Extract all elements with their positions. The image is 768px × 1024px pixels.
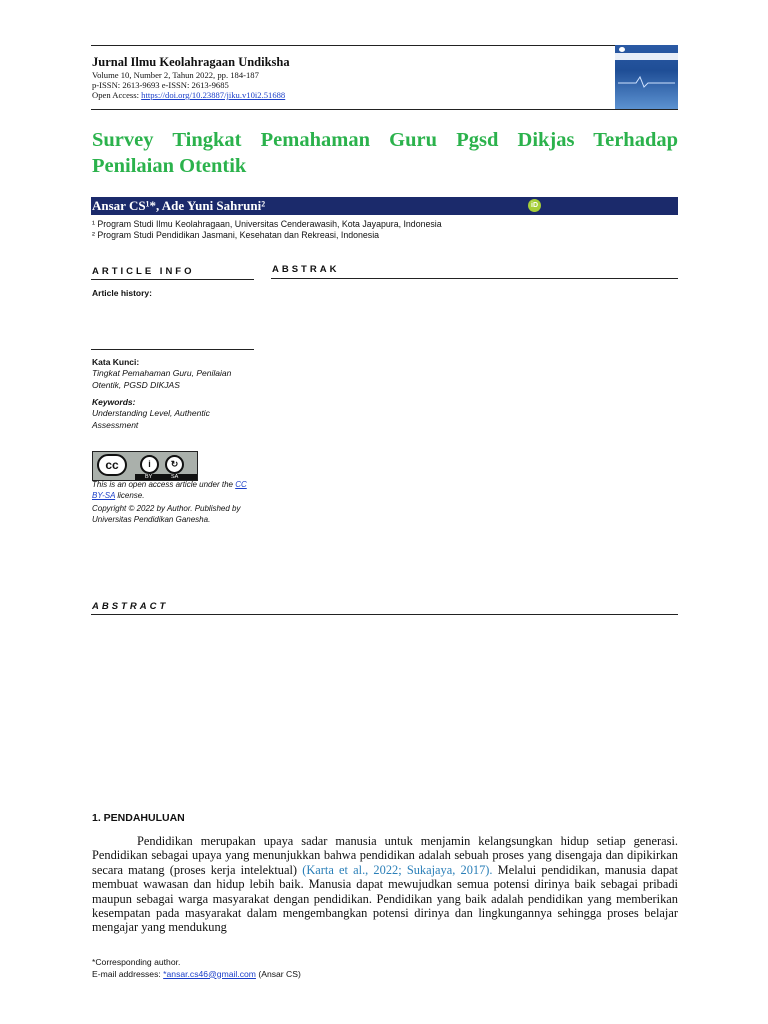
by-label: BY (145, 474, 153, 480)
keywords-divider (91, 349, 254, 350)
abstrak-rule (271, 278, 678, 279)
issn-line: p-ISSN: 2613-9693 e-ISSN: 2613-9685 (92, 80, 229, 90)
footnote (92, 957, 301, 980)
email-line (92, 969, 301, 981)
corresponding-author-note: *Corresponding author. (92, 957, 181, 967)
cc-icon: cc (97, 454, 127, 476)
article-history-label: Article history: (92, 288, 152, 298)
author-list: Ansar CS¹*, Ade Yuni Sahruni² (92, 198, 266, 213)
license-text (92, 479, 257, 501)
section-heading-introduction: 1. PENDAHULUAN (92, 812, 185, 824)
intro-text-1: Pendidikan merupakan upaya sadar manusia untuk menjamin kelangsungkan hidup setiap generasi. Pendidikan sebagai upaya yang menunjukkan bahwa pendidikan adalah sebuah proses yang disengaja dan dipikirkan secara matang (proses kerja intelektual) (92, 834, 678, 877)
affiliation-2: ² Program Studi Pendidikan Jasmani, Kesehatan dan Rekreasi, Indonesia (92, 230, 380, 240)
article-info-rule (91, 279, 254, 280)
email-label: E-mail addresses: (92, 968, 164, 979)
introduction-body (92, 834, 678, 935)
attribution-icon: i (140, 455, 159, 474)
doi-link[interactable]: https://doi.org/10.23887/jiku.v10i2.51688 (141, 90, 286, 100)
cover-logo-icon (619, 47, 625, 52)
journal-cover-image (615, 45, 678, 109)
license-link[interactable]: CC BY-SA (92, 480, 247, 500)
header-top-rule (91, 45, 678, 46)
keywords-text: Understanding Level, Authentic Assessment (92, 408, 210, 430)
introduction-paragraph (92, 834, 678, 935)
journal-title: Jurnal Ilmu Keolahragaan Undiksha (92, 55, 290, 69)
abstract-rule (91, 614, 678, 615)
kata-kunci-label: Kata Kunci: (92, 357, 140, 367)
kata-kunci-text: Tingkat Pemahaman Guru, Penilaian Otentik, PGSD DIKJAS (92, 368, 232, 390)
license-prefix: This is an open access article under the (92, 480, 236, 489)
license-suffix: license. (115, 491, 145, 500)
intro-text-2: Melalui pendidikan, manusia dapat membuat wawasan dan hidup lebih baik. Manusia dapat mewujudkan semua potensi dirinya baik sebagai pribadi maupun sebagai warga masyarakat dengan pendidikan. Pendidikan yang baik adalah pendidikan yang memberikan kesempatan pada masyarakat dalam mengembangkan potensi dirinya dan lingkungannya sehingga proses belajar mengajar yang mendukung (92, 862, 678, 935)
share-alike-icon: ↻ (165, 455, 184, 474)
open-access-label: Open Access: (92, 90, 142, 100)
email-suffix: (Ansar CS) (255, 968, 301, 979)
cc-by-sa-badge[interactable] (92, 451, 198, 481)
abstract-heading: ABSTRACT (92, 601, 169, 612)
header-bottom-rule (91, 109, 678, 110)
citation-link[interactable]: (Karta et al., 2022; Sukajaya, 2017). (302, 862, 493, 877)
cover-band (615, 53, 678, 60)
orcid-icon[interactable]: iD (528, 199, 541, 212)
abstrak-heading: ABSTRAK (272, 264, 340, 275)
affiliation-1: ¹ Program Studi Ilmu Keolahragaan, Universitas Cenderawasih, Kota Jayapura, Indonesia (92, 219, 442, 229)
heartbeat-line-icon (618, 75, 675, 89)
keywords-label: Keywords: (92, 397, 136, 407)
paper-title: Survey Tingkat Pemahaman Guru Pgsd Dikjas Terhadap Penilaian Otentik (92, 129, 678, 177)
sa-label: SA (171, 474, 179, 480)
open-access-line (92, 90, 285, 100)
copyright-text: Copyright © 2022 by Author. Published by Universitas Pendidikan Ganesha. (92, 504, 241, 524)
email-link[interactable]: *ansar.cs46@gmail.com (163, 968, 256, 979)
volume-line: Volume 10, Number 2, Tahun 2022, pp. 184-187 (92, 70, 259, 80)
article-info-heading: ARTICLE INFO (92, 266, 195, 277)
